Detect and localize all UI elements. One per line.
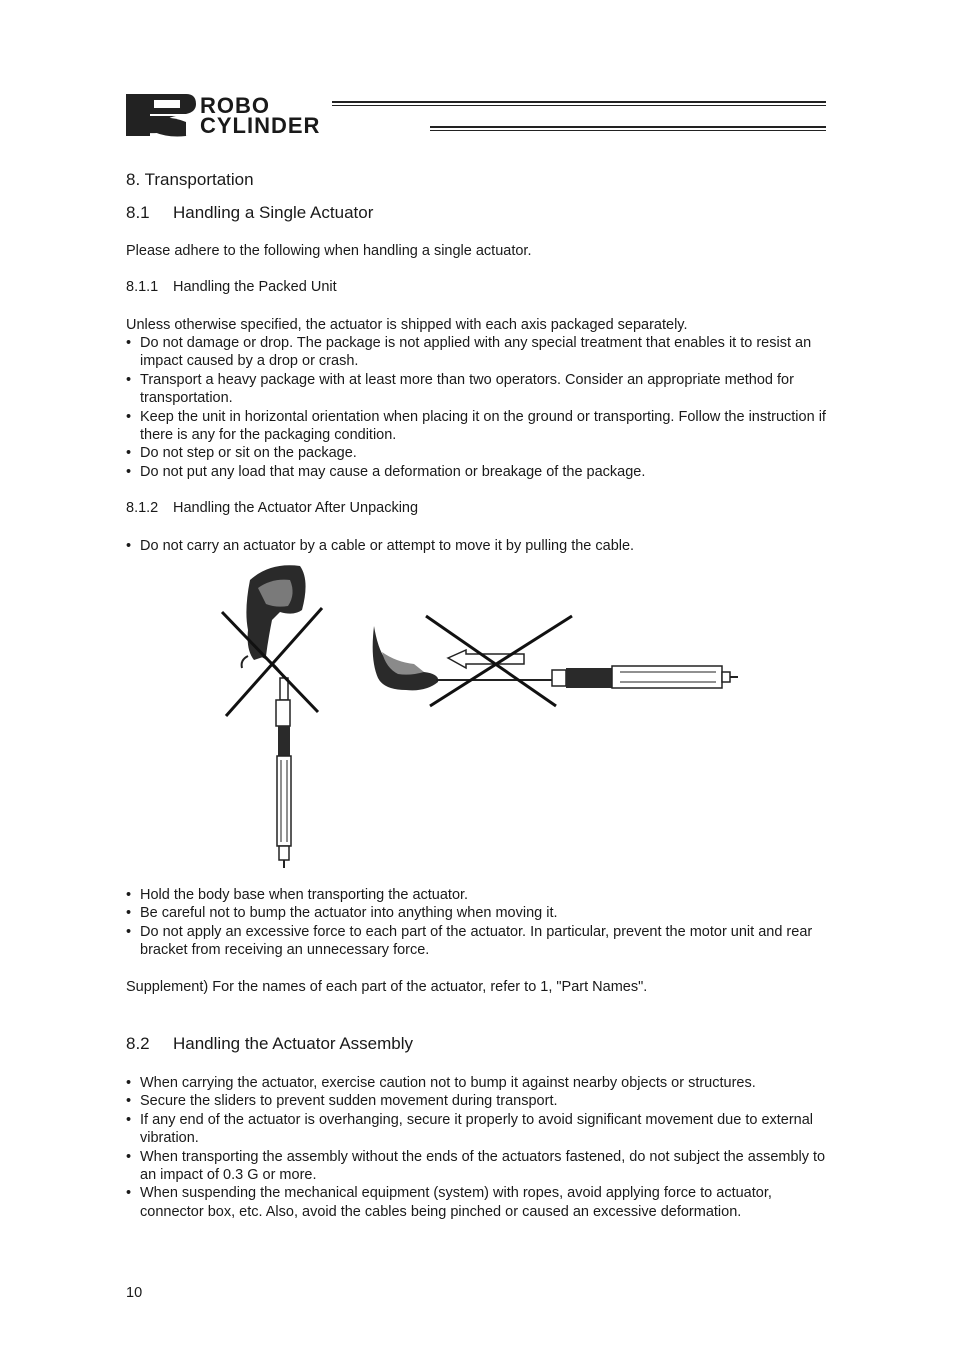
heading-8-1 (126, 203, 373, 223)
heading-8-2 (126, 1034, 413, 1054)
list-item: • Keep the unit in horizontal orientation when placing it on the ground or transporting. Follow the instruction if there is any for the packaging condition. (126, 408, 826, 445)
page-number: 10 (126, 1285, 143, 1301)
unpacked-bottom-list (126, 886, 826, 960)
heading-text: Handling the Packed Unit (173, 279, 337, 295)
list-item: • If any end of the actuator is overhanging, secure it properly to avoid significant movement due to external vibration. (126, 1111, 826, 1148)
list-item: • Transport a heavy package with at least more than two operators. Consider an appropriate method for transportation. (126, 371, 826, 408)
list-item: • Do not damage or drop. The package is not applied with any special treatment that enables it to resist an impact caused by a drop or crash. (126, 334, 826, 371)
assembly-list (126, 1074, 826, 1221)
heading-text: Handling a Single Actuator (173, 203, 374, 222)
heading-text: Handling the Actuator After Unpacking (173, 500, 419, 516)
list-item: • Secure the sliders to prevent sudden movement during transport. (126, 1092, 826, 1110)
list-item: • When transporting the assembly without the ends of the actuators fastened, do not subject the assembly to an impact of 0.3 G or more. (126, 1148, 826, 1185)
heading-number: 8.1.2 (126, 500, 159, 516)
cable-handling-illustration (210, 560, 740, 872)
logo-word-robo: ROBO (200, 93, 270, 118)
intro-8-1-1: Unless otherwise specified, the actuator is shipped with each axis packaged separately. (126, 317, 688, 333)
list-item: • When suspending the mechanical equipment (system) with ropes, avoid applying force to actuator, connector box, etc. Also, avoid the cables being pinched or caused an excessive deformation. (126, 1184, 826, 1221)
section-title: 8. Transportation (126, 170, 254, 189)
list-item: • Do not put any load that may cause a deformation or breakage of the package. (126, 463, 826, 481)
heading-number: 8.1 (126, 203, 150, 222)
heading-number: 8.1.1 (126, 279, 159, 295)
heading-8-1-1 (126, 279, 337, 295)
heading-8-1-2 (126, 500, 418, 516)
supplement-note: Supplement) For the names of each part of the actuator, refer to 1, "Part Names". (126, 979, 648, 995)
list-item: • Do not carry an actuator by a cable or attempt to move it by pulling the cable. (126, 537, 826, 555)
pulling-cable-illustration (373, 626, 738, 690)
unpacked-top-list (126, 537, 826, 555)
heading-text: Handling the Actuator Assembly (173, 1034, 414, 1053)
list-item: • Be careful not to bump the actuator into anything when moving it. (126, 904, 826, 922)
packed-unit-list (126, 334, 826, 481)
intro-8-1: Please adhere to the following when handling a single actuator. (126, 243, 532, 259)
prohibited-x-mark-right (426, 616, 572, 706)
logo-word-cylinder: CYLINDER (200, 113, 321, 138)
heading-number: 8.2 (126, 1034, 150, 1053)
hanging-actuator-illustration (242, 565, 306, 868)
robo-cylinder-logo (124, 92, 826, 138)
list-item: • Do not apply an excessive force to each part of the actuator. In particular, prevent the motor unit and rear bracket from receiving an unnecessary force. (126, 923, 826, 960)
prohibited-x-mark-left (222, 608, 322, 716)
list-item: • Do not step or sit on the package. (126, 444, 826, 462)
do-not-pull-cable-figure (210, 560, 740, 872)
list-item: • When carrying the actuator, exercise caution not to bump it against nearby objects or structures. (126, 1074, 826, 1092)
list-item: • Hold the body base when transporting the actuator. (126, 886, 826, 904)
